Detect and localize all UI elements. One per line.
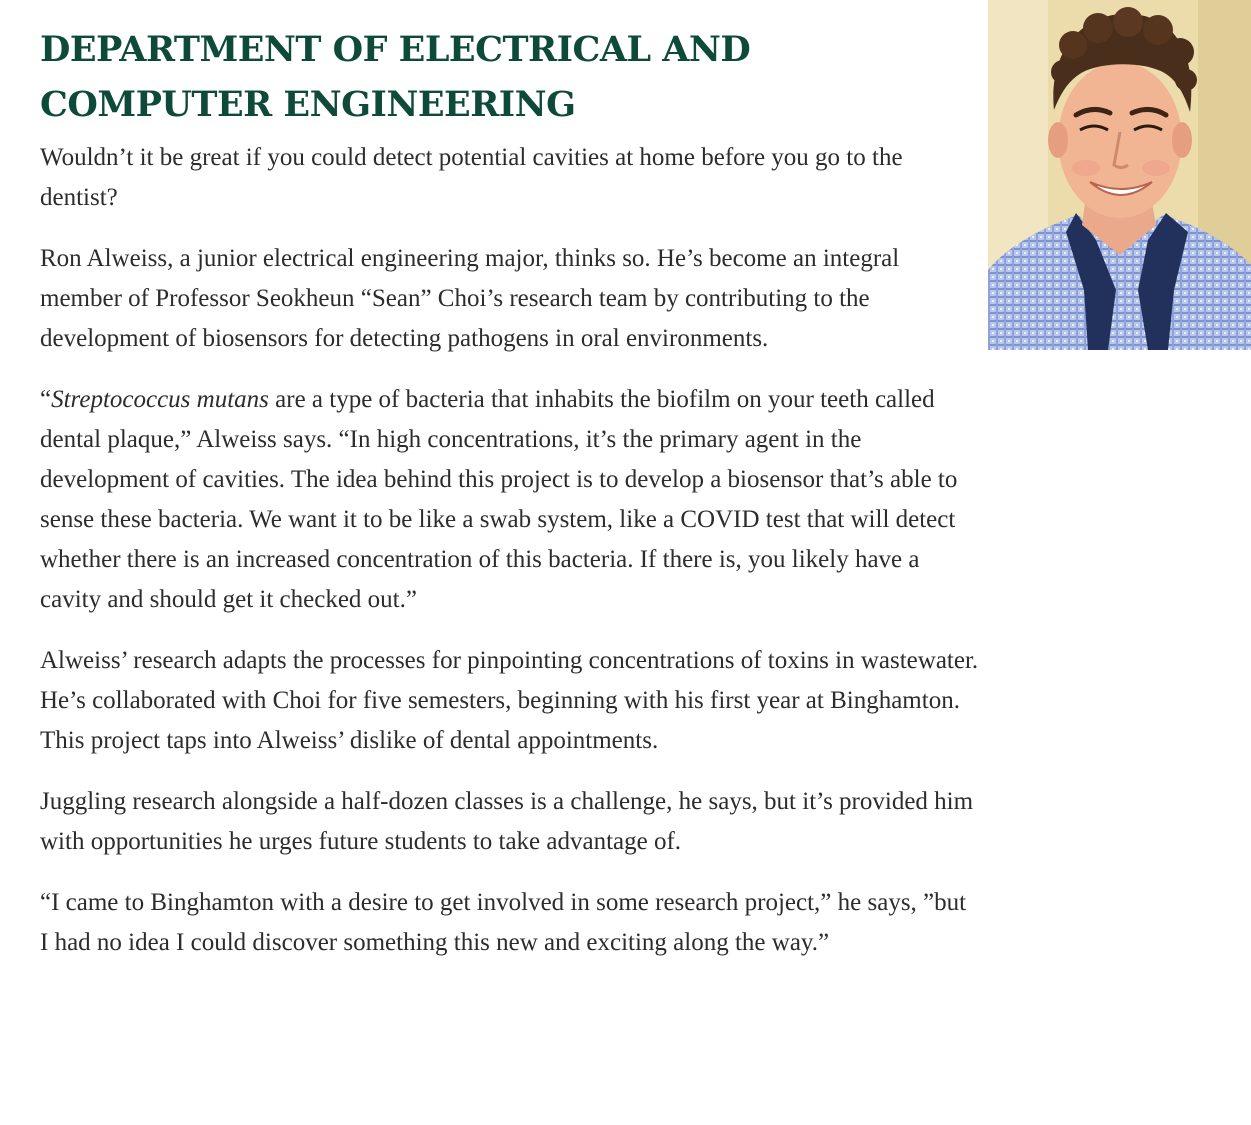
article-intro-paragraph: Wouldn’t it be great if you could detect potential cavities at home before you go to the dentist?	[40, 144, 903, 211]
department-heading: DEPARTMENT OF ELECTRICAL AND COMPUTER ENGINEERING	[40, 29, 751, 125]
article-body	[40, 138, 980, 984]
paragraph-2-text: are a type of bacteria that inhabits the biofilm on your teeth called dental plaque,” Alweiss says. “In high concentrations, it’s the primary agent in the development of cavities. The idea behind this project is to develop a biosensor that’s able to sense these bacteria. We want it to be like a swab system, like a COVID test that will detect whether there is an increased concentration of this bacteria. If there is, you likely have a cavity and should get it checked out.”	[40, 386, 958, 613]
article-paragraph-2	[40, 380, 980, 620]
article-paragraph-5: “I came to Binghamton with a desire to get involved in some research project,” he says, ”but I had no idea I could discover something this new and exciting along the way.”	[40, 889, 967, 956]
article-paragraph-4: Juggling research alongside a half-dozen classes is a challenge, he says, but it’s provided him with opportunities he urges future students to take advantage of.	[40, 788, 974, 855]
student-portrait-photo	[988, 0, 1251, 350]
open-quote: “	[40, 386, 52, 413]
species-name: Streptococcus mutans	[51, 386, 269, 413]
article-paragraph-1: Ron Alweiss, a junior electrical engineering major, thinks so. He’s become an integral member of Professor Seokheun “Sean” Choi’s research team by contributing to the development of biosensors for detecting pathogens in oral environments.	[40, 245, 900, 352]
article-paragraph-3: Alweiss’ research adapts the processes for pinpointing concentrations of toxins in wastewater. He’s collaborated with Choi for five semesters, beginning with his first year at Binghamton. This project taps into Alweiss’ dislike of dental appointments.	[40, 647, 979, 754]
